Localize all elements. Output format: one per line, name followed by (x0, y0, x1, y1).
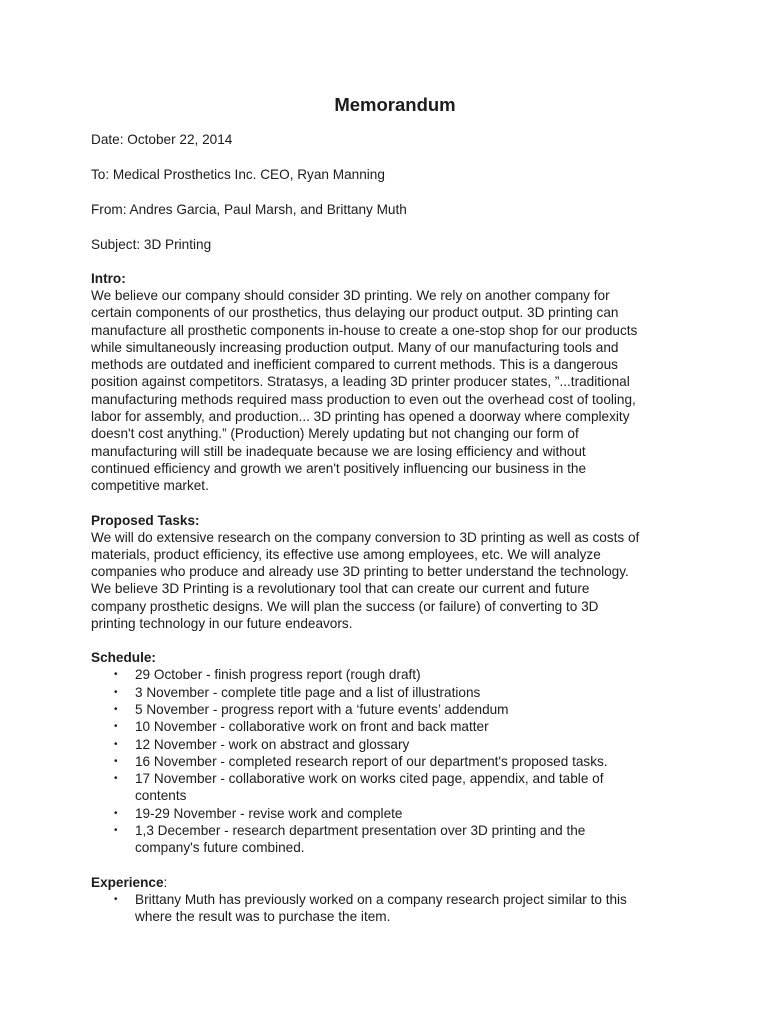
bullet-icon: • (114, 807, 118, 819)
memo-to: To: Medical Prosthetics Inc. CEO, Ryan Manning (91, 167, 385, 182)
bullet-icon: • (114, 893, 118, 905)
memo-subject: Subject: 3D Printing (91, 237, 212, 252)
schedule-item: • 17 November - collaborative work on works cited page, appendix, and table of contents (114, 771, 604, 804)
bullet-icon: • (114, 755, 118, 767)
proposed-tasks-text: We will do extensive research on the company conversion to 3D printing as well as costs of materials, product efficiency, its effective use among employees, etc. We will analyze companies who produce and already use 3D printing to better understand the technology. We believe 3D Printing is a revolutionary tool that can create our current and future company prosthetic designs. We will plan the success (or failure) of converting to 3D printing technology in our future endeavors. (91, 529, 640, 632)
intro-heading: Intro: (91, 271, 126, 286)
bullet-icon: • (114, 703, 118, 715)
memo-date: Date: October 22, 2014 (91, 132, 233, 147)
schedule-item: • 16 November - completed research report of our department's proposed tasks. (114, 753, 608, 769)
bullet-icon: • (114, 721, 118, 733)
intro-section (91, 270, 691, 495)
schedule-heading: Schedule: (91, 650, 156, 666)
schedule-item: • 19-29 November - revise work and complete (114, 805, 403, 821)
bullet-icon: • (114, 669, 118, 681)
bullet-icon: • (114, 738, 118, 750)
schedule-item: • 5 November - progress report with a ‘future events’ addendum (114, 701, 509, 717)
experience-section (91, 874, 691, 926)
experience-heading: Experience: (91, 874, 168, 890)
schedule-item: • 12 November - work on abstract and glossary (114, 736, 410, 752)
memo-page (91, 94, 691, 942)
schedule-item: • 10 November - collaborative work on front and back matter (114, 719, 489, 735)
schedule-item: • 3 November - complete title page and a list of illustrations (114, 684, 481, 700)
intro-text: We believe our company should consider 3D printing. We rely on another company for certain components of our prosthetics, thus delaying our product output. 3D printing can manufacture all prosthetic components in-house to create a one-stop shop for our products while simultaneously increasing production output. Many of our manufacturing tools and methods are outdated and inefficient compared to current methods. This is a dangerous position against competitors. Stratasys, a leading 3D printer producer states, ”...traditional manufacturing methods required mass production to even out the overhead cost of tooling, labor for assembly, and production... 3D printing has opened a doorway where complexity doesn't cost anything.” (Production) Merely updating but not changing our form of manufacturing will still be inadequate because we are losing efficiency and without continued efficiency and growth we aren't positively influencing our business in the competitive market. (91, 288, 638, 494)
proposed-tasks-heading: Proposed Tasks: (91, 512, 200, 528)
schedule-section (91, 649, 691, 856)
experience-list (91, 891, 691, 926)
proposed-tasks-section (91, 512, 691, 633)
memo-from: From: Andres Garcia, Paul Marsh, and Brittany Muth (91, 202, 407, 217)
schedule-item: • 1,3 December - research department presentation over 3D printing and the company's future combined. (114, 823, 586, 856)
schedule-item: • 29 October - finish progress report (rough draft) (114, 667, 421, 683)
bullet-icon: • (114, 825, 118, 837)
experience-item: • Brittany Muth has previously worked on a company research project similar to this where the result was to purchase the item. (114, 891, 627, 924)
bullet-icon: • (114, 686, 118, 698)
bullet-icon: • (114, 773, 118, 785)
schedule-list (91, 666, 691, 856)
memo-title: Memorandum (334, 94, 456, 115)
